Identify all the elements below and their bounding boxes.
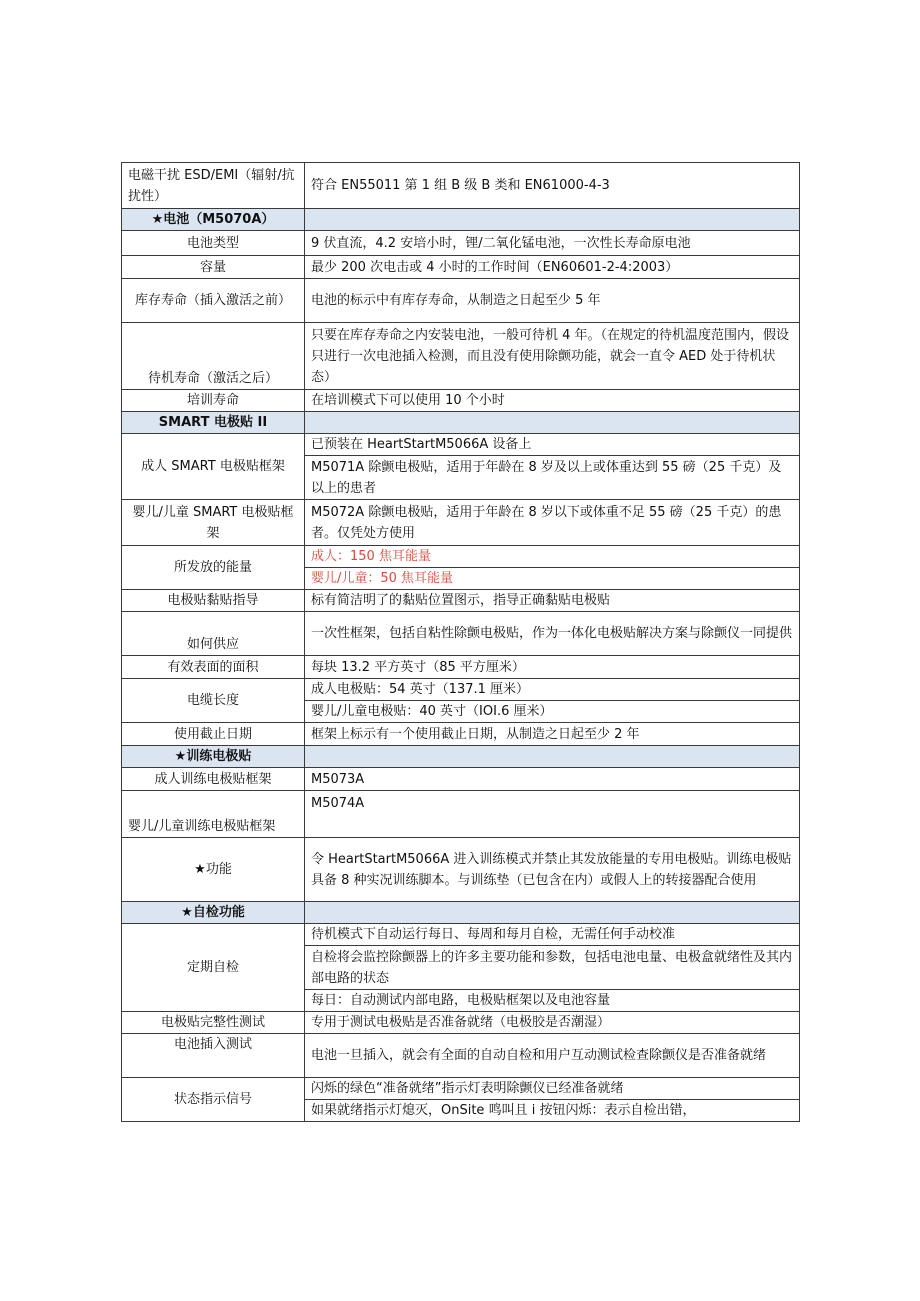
row-value: 每日：自动测试内部电路，电极贴框架以及电池容量	[305, 990, 800, 1012]
row-label: 电极贴完整性测试	[122, 1012, 305, 1034]
row-label: ★功能	[122, 838, 305, 902]
table-row	[122, 679, 800, 701]
table-row	[122, 256, 800, 279]
row-label: 定期自检	[122, 924, 305, 1012]
row-label: 待机寿命（激活之后）	[122, 323, 305, 390]
row-label: 如何供应	[122, 612, 305, 656]
table-row	[122, 838, 800, 902]
table-row	[122, 768, 800, 791]
table-row	[122, 500, 800, 546]
row-value: 框架上标示有一个使用截止日期，从制造之日起至少 2 年	[305, 723, 800, 746]
row-label: 所发放的能量	[122, 546, 305, 590]
row-label: 电池插入测试	[122, 1034, 305, 1078]
section-title: ★电池（M5070A）	[122, 209, 305, 231]
row-value: 最少 200 次电击或 4 小时的工作时间（EN60601-2-4:2003）	[305, 256, 800, 279]
row-label: 电极贴黏贴指导	[122, 590, 305, 612]
row-label: 状态指示信号	[122, 1078, 305, 1122]
row-value: 闪烁的绿色“准备就绪”指示灯表明除颤仪已经准备就绪	[305, 1078, 800, 1100]
row-label: 库存寿命（插入激活之前）	[122, 279, 305, 323]
section-header-row	[122, 746, 800, 768]
table-row	[122, 231, 800, 256]
row-value: M5074A	[305, 791, 800, 838]
row-value: 令 HeartStartM5066A 进入训练模式并禁止其发放能量的专用电极贴。训练电极贴具备 8 种实况训练脚本。与训练垫（已包含在内）或假人上的转接器配合使用	[305, 838, 800, 902]
row-value: 符合 EN55011 第 1 组 B 级 B 类和 EN61000-4-3	[305, 163, 800, 209]
row-value: 成人电极贴：54 英寸（137.1 厘米）	[305, 679, 800, 701]
row-value: 一次性框架，包括自粘性除颤电极贴，作为一体化电极贴解决方案与除颤仪一同提供	[305, 612, 800, 656]
row-value: 已预装在 HeartStartM5066A 设备上	[305, 434, 800, 456]
table-row	[122, 924, 800, 946]
row-value: 如果就绪指示灯熄灭，OnSite 鸣叫且 i 按钮闪烁：表示自检出错，	[305, 1100, 800, 1122]
table-row	[122, 323, 800, 390]
row-value: 每块 13.2 平方英寸（85 平方厘米）	[305, 656, 800, 679]
energy-value: 成人：150 焦耳能量	[305, 546, 800, 568]
row-label: 成人训练电极贴框架	[122, 768, 305, 791]
row-label: 使用截止日期	[122, 723, 305, 746]
row-label: 成人 SMART 电极贴框架	[122, 434, 305, 500]
section-title: ★自检功能	[122, 902, 305, 924]
spec-table	[121, 162, 800, 1122]
row-value: 自检将会监控除颤器上的许多主要功能和参数，包括电池电量、电极盒就绪性及其内部电路的状态	[305, 946, 800, 990]
row-label: 电磁干扰 ESD/EMI（辐射/抗扰性）	[122, 163, 305, 209]
row-value: 9 伏直流，4.2 安培小时，锂/二氧化锰电池，一次性长寿命原电池	[305, 231, 800, 256]
row-value: 电池的标示中有库存寿命，从制造之日起至少 5 年	[305, 279, 800, 323]
row-label: 婴儿/儿童 SMART 电极贴框架	[122, 500, 305, 546]
table-row	[122, 390, 800, 412]
table-row	[122, 546, 800, 568]
table-row	[122, 279, 800, 323]
row-value: 待机模式下自动运行每日、每周和每月自检，无需任何手动校准	[305, 924, 800, 946]
table-row	[122, 590, 800, 612]
table-row	[122, 656, 800, 679]
row-value: 电池一旦插入，就会有全面的自动自检和用户互动测试检查除颤仪是否准备就绪	[305, 1034, 800, 1078]
row-value: 在培训模式下可以使用 10 个小时	[305, 390, 800, 412]
section-title: ★训练电极贴	[122, 746, 305, 768]
section-header-row	[122, 902, 800, 924]
row-label: 培训寿命	[122, 390, 305, 412]
table-row	[122, 434, 800, 456]
row-label: 电池类型	[122, 231, 305, 256]
row-value: M5071A 除颤电极贴，适用于年龄在 8 岁及以上或体重达到 55 磅（25 千克）及以上的患者	[305, 456, 800, 500]
table-row	[122, 791, 800, 838]
energy-value: 婴儿/儿童：50 焦耳能量	[305, 568, 800, 590]
row-value: 专用于测试电极贴是否准备就绪（电极胶是否潮湿）	[305, 1012, 800, 1034]
row-value: M5072A 除颤电极贴，适用于年龄在 8 岁以下或体重不足 55 磅（25 千克）的患者。仅凭处方使用	[305, 500, 800, 546]
section-header-row	[122, 412, 800, 434]
table-row	[122, 612, 800, 656]
row-label: 婴儿/儿童训练电极贴框架	[122, 791, 305, 838]
row-value: 婴儿/儿童电极贴：40 英寸（IOI.6 厘米）	[305, 701, 800, 723]
row-label: 有效表面的面积	[122, 656, 305, 679]
table-row	[122, 723, 800, 746]
row-label: 电缆长度	[122, 679, 305, 723]
table-row	[122, 1078, 800, 1100]
table-row	[122, 1012, 800, 1034]
section-title: SMART 电极贴 II	[122, 412, 305, 434]
table-row	[122, 163, 800, 209]
table-row	[122, 1034, 800, 1078]
section-header-row	[122, 209, 800, 231]
row-value: 只要在库存寿命之内安装电池，一般可待机 4 年。（在规定的待机温度范围内，假设只进行一次电池插入检测，而且没有使用除颤功能，就会一直令 AED 处于待机状态）	[305, 323, 800, 390]
row-value: 标有简洁明了的黏贴位置图示，指导正确黏贴电极贴	[305, 590, 800, 612]
row-label: 容量	[122, 256, 305, 279]
row-value: M5073A	[305, 768, 800, 791]
